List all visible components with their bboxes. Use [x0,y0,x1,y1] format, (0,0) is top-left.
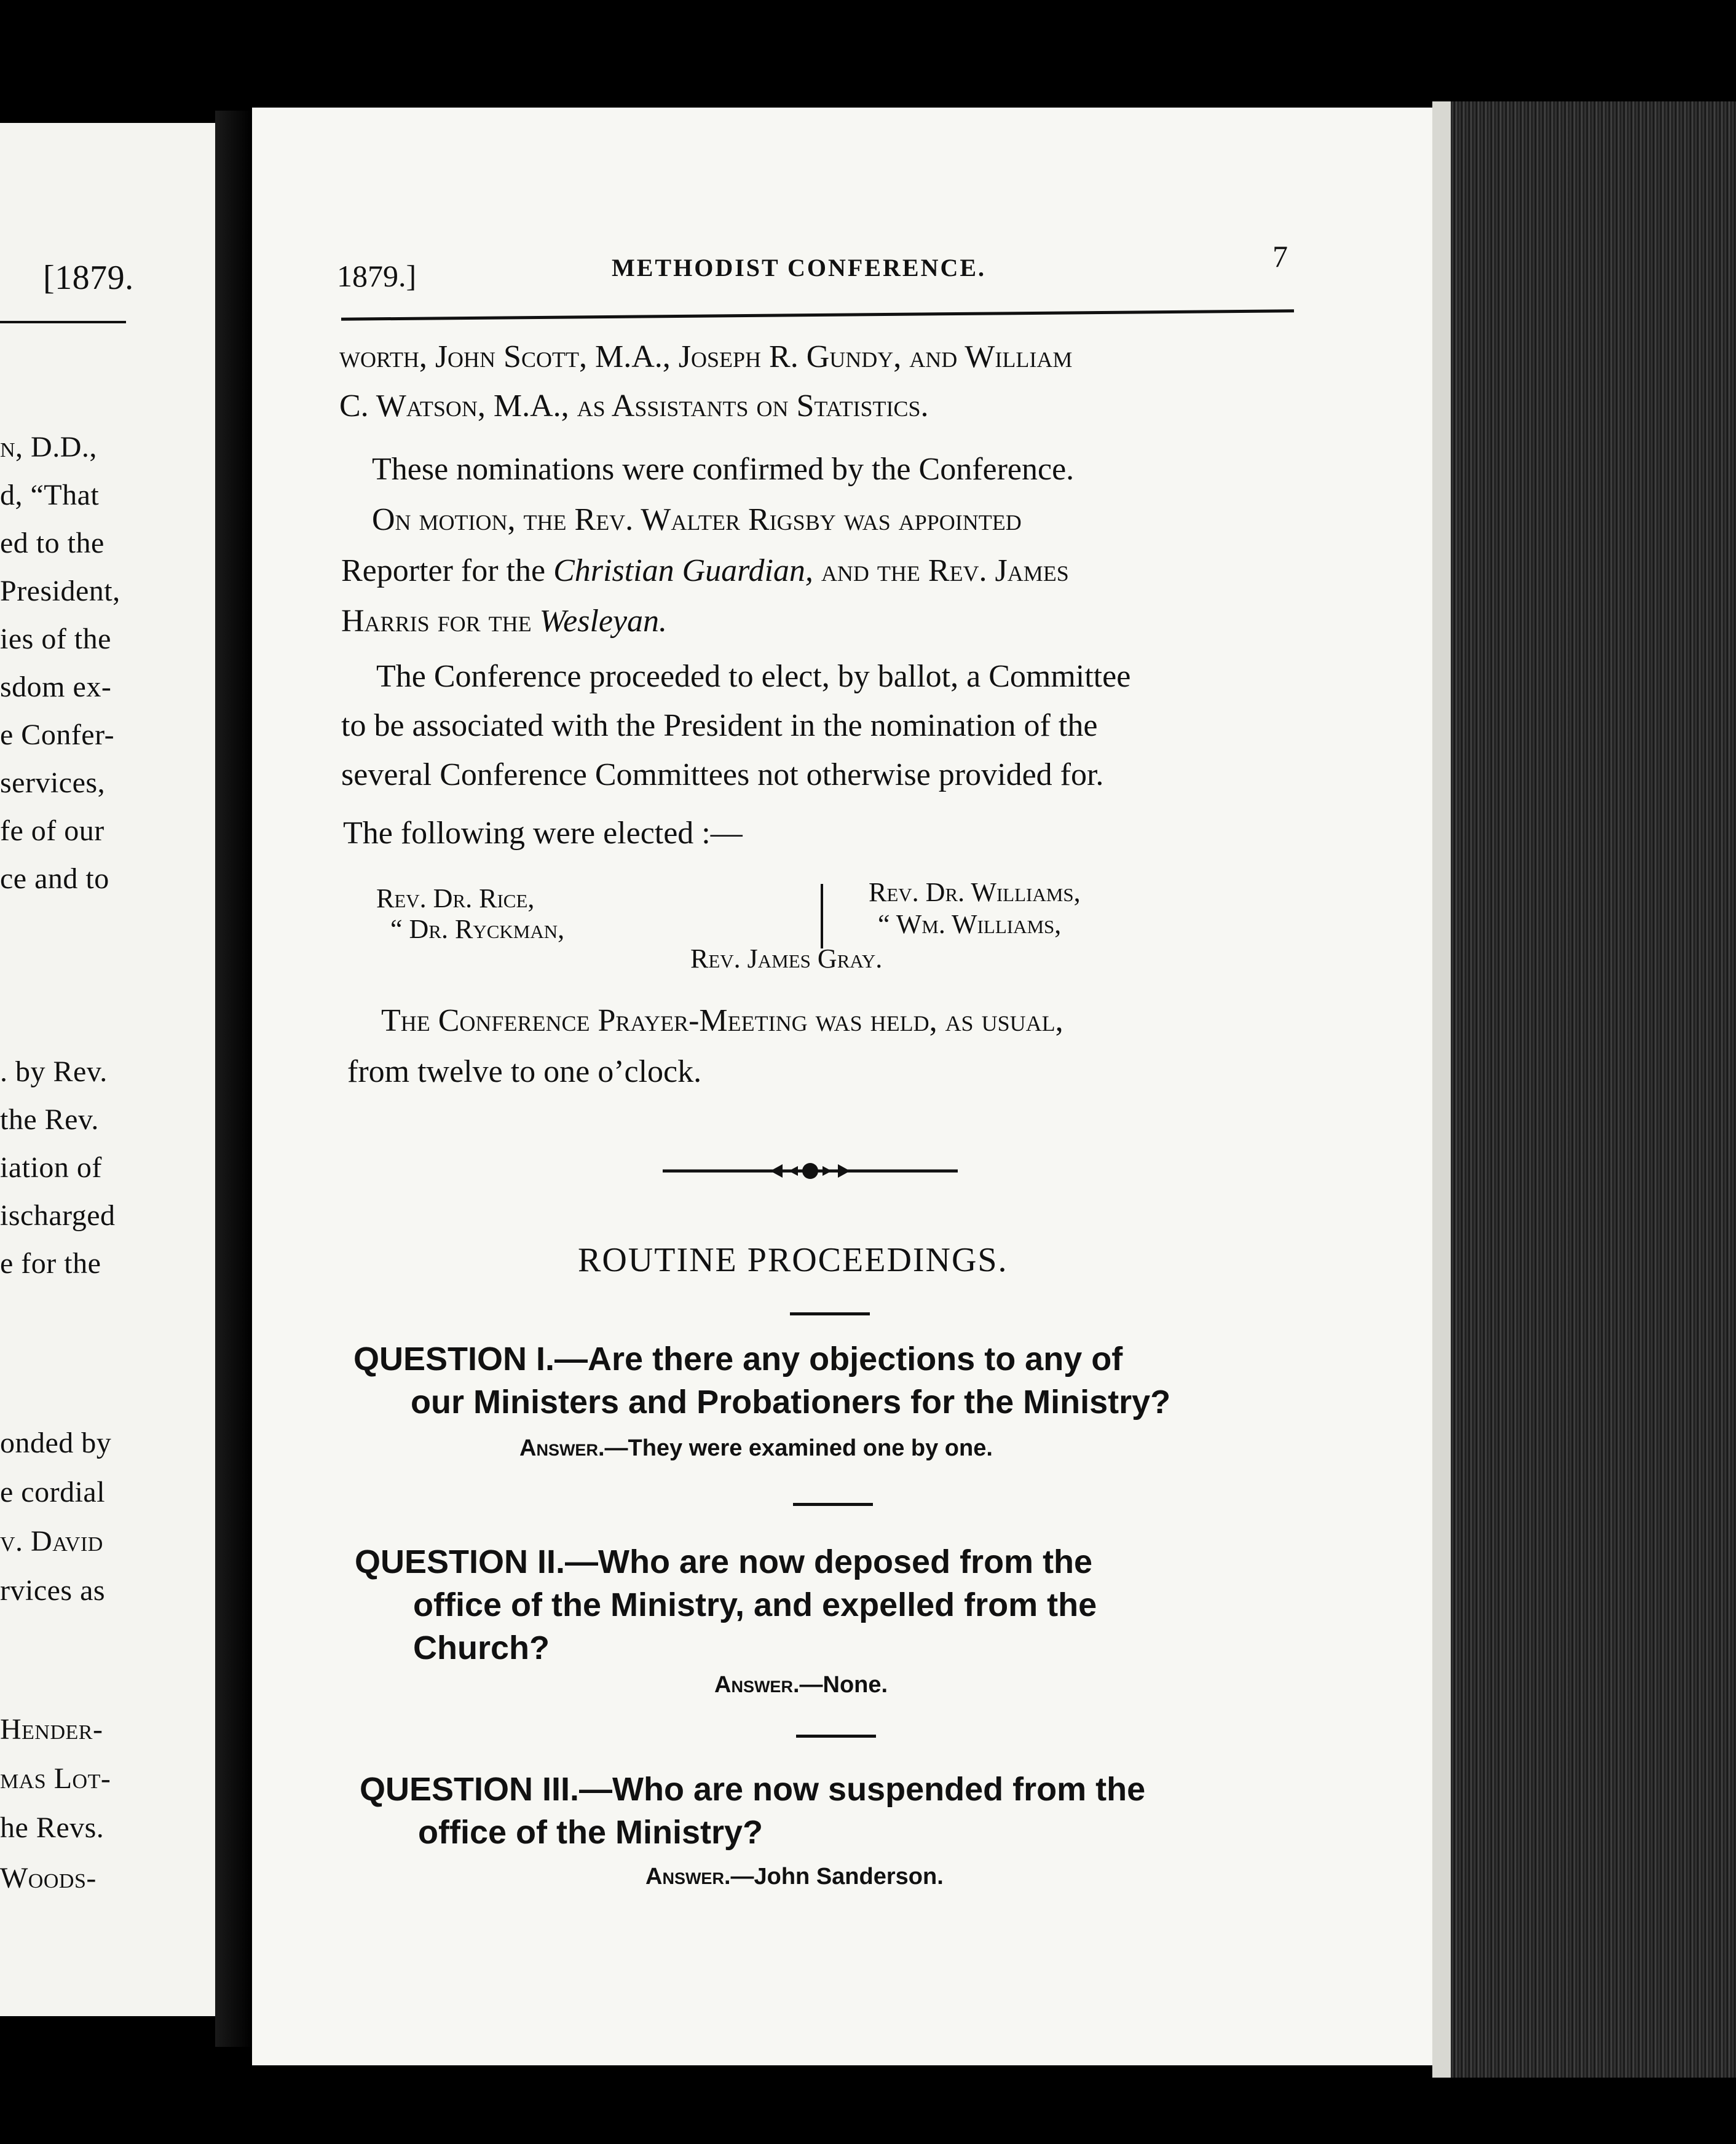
paragraph-line: On motion, the Rev. Walter Rigsby was appointed [372,502,1022,537]
paragraph-line: to be associated with the President in the nomination of the [341,708,1098,743]
page-edge [1432,101,1451,2078]
question-line: our Ministers and Probationers for the Ministry? [411,1384,1171,1421]
left-line: Hender- [0,1713,103,1746]
left-line: e cordial [0,1476,106,1508]
paragraph-text: and the Rev. James [813,553,1069,588]
paragraph-line: worth, John Scott, M.A., Joseph R. Gundy, and William [339,339,1073,374]
answer-text: —John Sanderson. [730,1864,944,1890]
left-line: . by Rev. [0,1055,108,1088]
left-line: the Rev. [0,1103,99,1136]
short-rule [796,1735,876,1738]
paragraph-line: several Conference Committees not otherwise provided for. [341,757,1104,792]
ornament-divider [663,1156,958,1186]
paragraph-line: The Conference Prayer-Meeting was held, as usual, [381,1003,1063,1038]
left-line: e for the [0,1247,101,1280]
paragraph-line: The Conference proceeded to elect, by ballot, a Committee [376,659,1131,694]
question-line: QUESTION III.—Who are now suspended from the [360,1771,1146,1808]
paragraph-line: These nominations were confirmed by the Conference. [372,452,1075,487]
paragraph-text: Reporter for the [341,553,554,588]
left-line: President, [0,575,120,607]
left-header-rule [0,321,126,323]
answer-text: —None. [799,1672,888,1698]
left-line: onded by [0,1427,112,1459]
publication-title: Wesleyan. [539,604,668,639]
left-line: iation of [0,1151,102,1184]
left-line: ies of the [0,623,111,655]
answer-label: Answer. [519,1435,605,1461]
paragraph-line: The following were elected :— [343,816,743,851]
paragraph-line [341,555,1069,587]
left-line: ischarged [0,1199,116,1232]
left-line: ed to the [0,527,105,559]
paragraph-line: from twelve to one o’clock. [347,1054,702,1089]
paragraph-line [341,605,667,637]
left-line: he Revs. [0,1811,105,1844]
left-line: n, D.D., [0,431,97,463]
running-header-year: 1879.] [337,259,417,293]
paragraph-text: Harris for the [341,604,540,639]
short-rule [790,1312,870,1315]
left-line: d, “That [0,479,100,511]
elected-name: “ Wm. Williams, [878,909,1062,939]
elected-name: Rev. Dr. Rice, [376,883,535,913]
left-line: fe of our [0,814,105,847]
answer-text: —They were examined one by one. [604,1435,993,1461]
answer-label: Answer. [645,1864,731,1890]
question-line: QUESTION I.—Are there any objections to any of [353,1341,1123,1377]
left-line: services, [0,767,106,799]
left-line: mas Lot- [0,1762,111,1795]
left-line: Woods- [0,1862,97,1894]
question-line: office of the Ministry, and expelled from the [413,1586,1097,1623]
running-header-title: METHODIST CONFERENCE. [612,254,987,282]
publication-title: Christian Guardian, [553,553,813,588]
left-line: rvices as [0,1574,106,1607]
paragraph-line: C. Watson, M.A., as Assistants on Statistics. [339,388,929,424]
page-number: 7 [1272,239,1288,274]
elected-name: Rev. Dr. Williams, [869,877,1081,907]
question-line: Church? [413,1630,550,1666]
left-line: v. David [0,1525,103,1558]
column-divider [821,884,823,948]
left-page-header: [1879. [43,259,134,297]
book-gutter [215,111,252,2047]
section-heading: ROUTINE PROCEEDINGS. [578,1241,1008,1279]
elected-name: “ Dr. Ryckman, [390,914,565,944]
left-page-fragment [0,123,215,2016]
elected-name: Rev. James Gray. [690,944,883,974]
answer-line [714,1672,888,1698]
left-line: e Confer- [0,719,115,751]
short-rule [793,1503,873,1506]
answer-line [645,1864,944,1890]
answer-label: Answer. [714,1672,800,1698]
question-line: office of the Ministry? [418,1814,763,1851]
left-line: ce and to [0,862,109,895]
question-line: QUESTION II.—Who are now deposed from the [355,1543,1093,1580]
left-line: sdom ex- [0,671,112,703]
answer-line [519,1435,993,1462]
book-edge [1451,101,1736,2078]
